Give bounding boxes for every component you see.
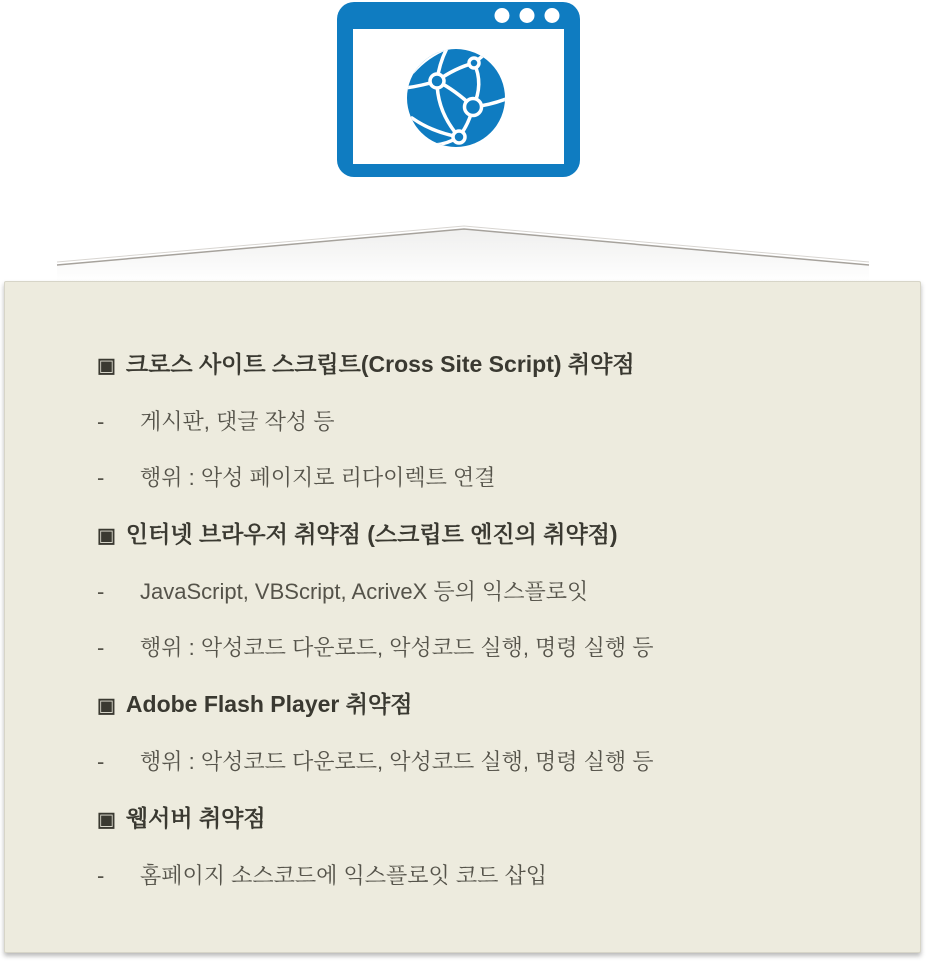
dash-bullet-icon: - [97,465,105,490]
section-heading-webserver [97,804,880,834]
fold-connector [0,218,927,282]
dash-bullet-icon: - [97,749,105,774]
square-bullet-icon: ▣ [97,809,116,831]
bullet-text: 행위 : 악성 페이지로 리다이렉트 연결 [140,465,496,490]
bullet-item [97,578,880,606]
browser-globe-icon [337,2,580,177]
bullet-item [97,408,880,436]
section-heading-browser [97,520,880,550]
bullet-item [97,862,880,890]
section-title: 웹서버 취약점 [125,805,266,831]
section-title: 크로스 사이트 스크립트(Cross Site Script) 취약점 [125,351,635,377]
browser-window-icon [337,2,580,177]
dash-bullet-icon: - [97,863,105,888]
vulnerability-panel [4,281,921,953]
section-heading-flash [97,690,880,720]
dash-bullet-icon: - [97,409,105,434]
bullet-text: 행위 : 악성코드 다운로드, 악성코드 실행, 명령 실행 등 [140,635,654,660]
dash-bullet-icon: - [97,635,105,660]
bullet-item [97,748,880,776]
square-bullet-icon: ▣ [97,355,116,377]
dash-bullet-icon: - [97,579,105,604]
section-heading-xss [97,350,880,380]
bullet-text: 게시판, 댓글 작성 등 [140,409,335,434]
bullet-item [97,464,880,492]
square-bullet-icon: ▣ [97,695,116,717]
bullet-text: 홈페이지 소스코드에 익스플로잇 코드 삽입 [140,863,547,888]
square-bullet-icon: ▣ [97,525,116,547]
bullet-text: JavaScript, VBScript, AcriveX 등의 익스플로잇 [140,579,589,604]
section-title: Adobe Flash Player 취약점 [125,691,413,717]
section-title: 인터넷 브라우저 취약점 (스크립트 엔진의 취약점) [125,521,618,547]
bullet-text: 행위 : 악성코드 다운로드, 악성코드 실행, 명령 실행 등 [140,749,654,774]
titlebar-dots-icon [495,8,560,23]
bullet-item [97,634,880,662]
